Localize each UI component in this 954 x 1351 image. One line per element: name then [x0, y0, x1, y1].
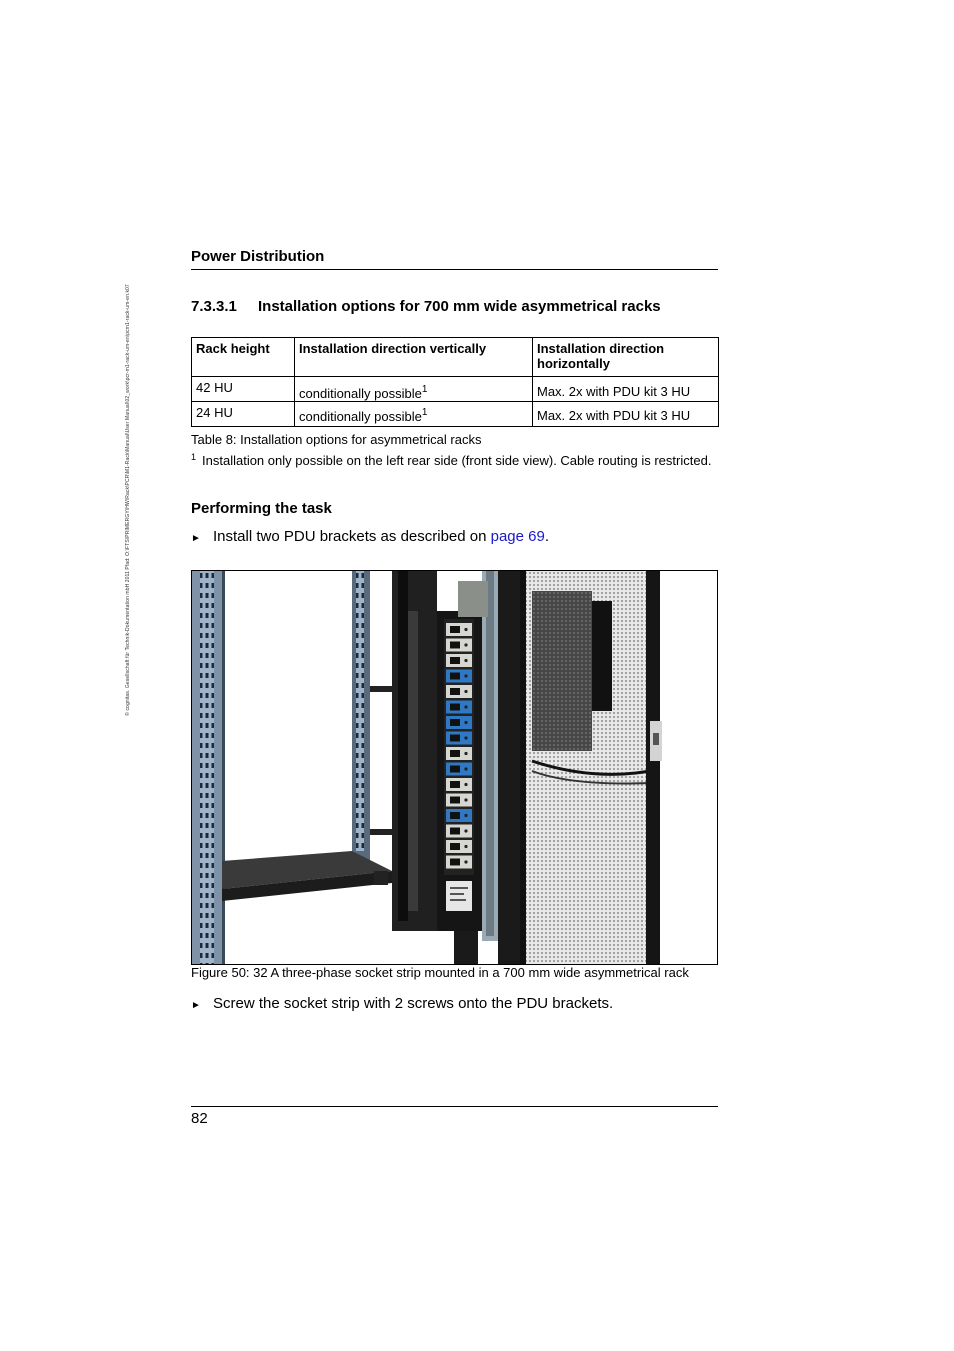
table-cell-height: 42 HU	[192, 377, 295, 402]
side-note-text: © cognitas. Gesellschaft für Technik-Dokumentation mbH 2011 Pfad: O:\FTS\PRIMERGY\HW\Rack\PCR\M1-Rack\Manual\User Manual\02_work\pcr-m1-rack-um-en\pcm1-rack-um-en.k07	[125, 284, 131, 716]
side-note	[121, 240, 135, 760]
footnote-ref: 1	[421, 384, 428, 395]
pdu-socket-outlet	[450, 688, 460, 695]
table-caption: Table 8: Installation options for asymmetrical racks	[191, 432, 482, 447]
pdu-socket-indicator	[464, 628, 467, 631]
step-text: Screw the socket strip with 2 screws onto the PDU brackets.	[213, 995, 614, 1012]
pdu-socket-indicator	[464, 845, 467, 848]
section-heading	[191, 298, 661, 315]
pdu-socket-indicator	[464, 659, 467, 662]
running-header: Power Distribution	[191, 248, 325, 265]
figure-pdu-rack-photo	[191, 570, 718, 965]
pdu-socket-indicator	[464, 814, 467, 817]
pdu-socket-outlet	[450, 859, 460, 866]
pdu-socket-indicator	[464, 767, 467, 770]
page-number: 82	[191, 1110, 208, 1127]
pdu-socket-indicator	[464, 690, 467, 693]
figure-caption: Figure 50: 32 A three-phase socket strip mounted in a 700 mm wide asymmetrical rack	[191, 965, 689, 980]
bullet-arrow-icon: ►	[191, 1000, 201, 1011]
pdu-label	[446, 881, 472, 911]
section-title: Installation options for 700 mm wide asymmetrical racks	[258, 298, 661, 315]
pdu-socket-outlet	[450, 828, 460, 835]
table-cell-vertical-text: conditionally possible	[299, 409, 422, 424]
pdu-socket-indicator	[464, 674, 467, 677]
pdu-socket-indicator	[464, 752, 467, 755]
pdu-socket-outlet	[450, 843, 460, 850]
rack-door-frame	[498, 571, 520, 964]
table-cell-vertical	[295, 377, 533, 402]
table-cell-vertical	[295, 402, 533, 427]
table-header-cell: Installation direction vertically	[295, 338, 533, 377]
pdu-socket-outlet	[450, 642, 460, 649]
footnote-mark: 1	[191, 452, 197, 462]
installation-options-table	[191, 337, 719, 427]
table-cell-horizontal-text: Max. 2x with PDU kit 3 HU	[537, 384, 691, 399]
page-link[interactable]: page 69	[490, 528, 545, 545]
pdu-rack-illustration	[192, 571, 717, 964]
pdu-socket-indicator	[464, 736, 467, 739]
pdu-socket-outlet	[450, 657, 460, 664]
footer-rule	[191, 1106, 718, 1107]
section-number: 7.3.3.1	[191, 298, 237, 315]
footnote-text: Installation only possible on the left rear side (front side view). Cable routing is restricted.	[202, 453, 712, 468]
table-header-cell: Rack height	[192, 338, 295, 377]
pdu-socket-outlet	[450, 704, 460, 711]
table-row	[192, 402, 719, 427]
pdu-socket-outlet	[450, 626, 460, 633]
pdu-socket-indicator	[464, 798, 467, 801]
pdu-socket-outlet	[450, 766, 460, 773]
table-cell-height: 24 HU	[192, 402, 295, 427]
pdu-socket-indicator	[464, 829, 467, 832]
pdu-socket-outlet	[450, 750, 460, 757]
pdu-socket-indicator	[464, 643, 467, 646]
table-cell-horizontal-text: Max. 2x with PDU kit 3 HU	[537, 408, 691, 423]
table-row	[192, 377, 719, 402]
table-header-cell: Installation direction horizontally	[533, 338, 719, 377]
pdu-socket-outlet	[450, 719, 460, 726]
pdu-socket-outlet	[450, 797, 460, 804]
step-screw-strip	[191, 995, 613, 1012]
table-header-row	[192, 338, 719, 377]
task-heading: Performing the task	[191, 500, 332, 517]
step-install-brackets	[191, 528, 549, 545]
pdu-socket-indicator	[464, 705, 467, 708]
table-cell-horizontal	[533, 377, 719, 402]
table-footnote	[191, 452, 731, 468]
pdu-socket-outlet	[450, 812, 460, 819]
pdu-socket-indicator	[464, 783, 467, 786]
bullet-arrow-icon: ►	[191, 533, 201, 544]
step-text: Install two PDU brackets as described on page 69.	[213, 528, 550, 545]
pdu-socket-outlet	[450, 735, 460, 742]
footnote-ref: 1	[421, 407, 428, 418]
table-cell-vertical-text: conditionally possible	[299, 386, 422, 401]
table-cell-horizontal	[533, 402, 719, 427]
pdu-socket-indicator	[464, 721, 467, 724]
pdu-socket-indicator	[464, 860, 467, 863]
pdu-socket-outlet	[450, 781, 460, 788]
header-rule	[191, 269, 718, 270]
pdu-socket-outlet	[450, 673, 460, 680]
